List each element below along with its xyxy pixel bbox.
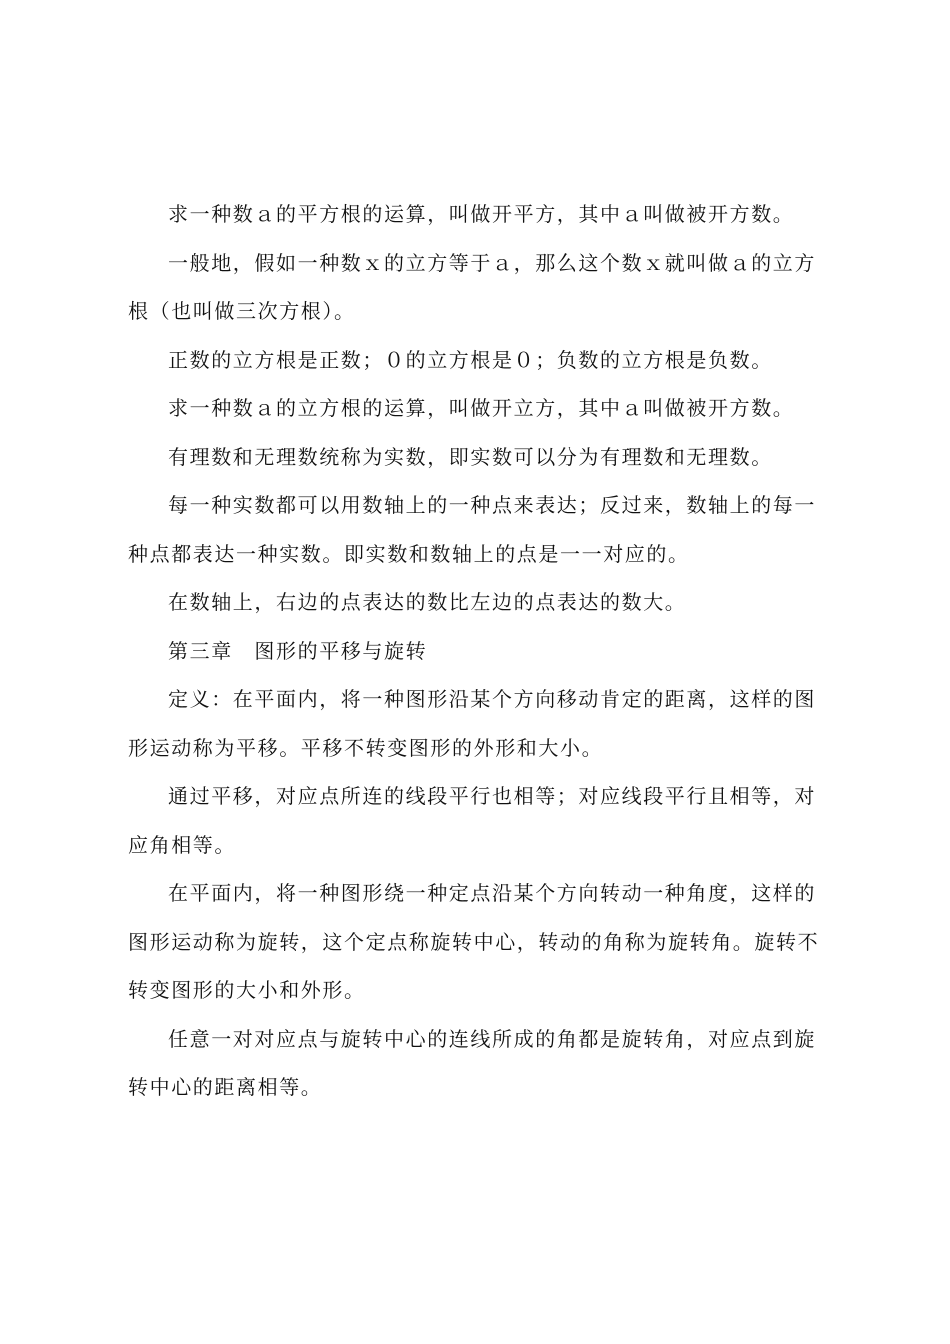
- paragraph-rotation-properties: 任意一对对应点与旋转中心的连线所成的角都是旋转角，对应点到旋转中心的距离相等。: [128, 1026, 816, 1099]
- paragraph-real-numbers: 有理数和无理数统称为实数，即实数可以分为有理数和无理数。: [168, 444, 773, 469]
- paragraph-number-line-order: 在数轴上，右边的点表达的数比左边的点表达的数大。: [168, 590, 687, 614]
- paragraph-cube-root-signs: 正数的立方根是正数；０的立方根是０；负数的立方根是负数。: [168, 347, 773, 372]
- document-body: [128, 190, 830, 1112]
- paragraph-translation-properties: 通过平移，对应点所连的线段平行也相等；对应线段平行且相等，对应角相等。: [128, 784, 816, 857]
- paragraph-cube-root-definition: 一般地，假如一种数ｘ的立方等于ａ，那么这个数ｘ就叫做ａ的立方根（也叫做三次方根）。: [128, 250, 816, 323]
- paragraph-square-root-operation: 求一种数ａ的平方根的运算，叫做开平方，其中ａ叫做被开方数。: [168, 202, 795, 226]
- paragraph-translation-definition: 定义：在平面内，将一种图形沿某个方向移动肯定的距离，这样的图形运动称为平移。平移不转变图形的外形和大小。: [128, 687, 816, 760]
- paragraph-rotation-definition: 在平面内，将一种图形绕一种定点沿某个方向转动一种角度，这样的图形运动称为旋转，这个定点称旋转中心，转动的角称为旋转角。旋转不转变图形的大小和外形。: [128, 881, 820, 1002]
- chapter-heading: 第三章 图形的平移与旋转: [168, 638, 428, 663]
- paragraph-cube-root-operation: 求一种数ａ的立方根的运算，叫做开立方，其中ａ叫做被开方数。: [168, 396, 795, 420]
- paragraph-number-line-correspondence: 每一种实数都可以用数轴上的一种点来表达；反过来，数轴上的每一种点都表达一种实数。即实数和数轴上的点是一一对应的。: [128, 493, 816, 566]
